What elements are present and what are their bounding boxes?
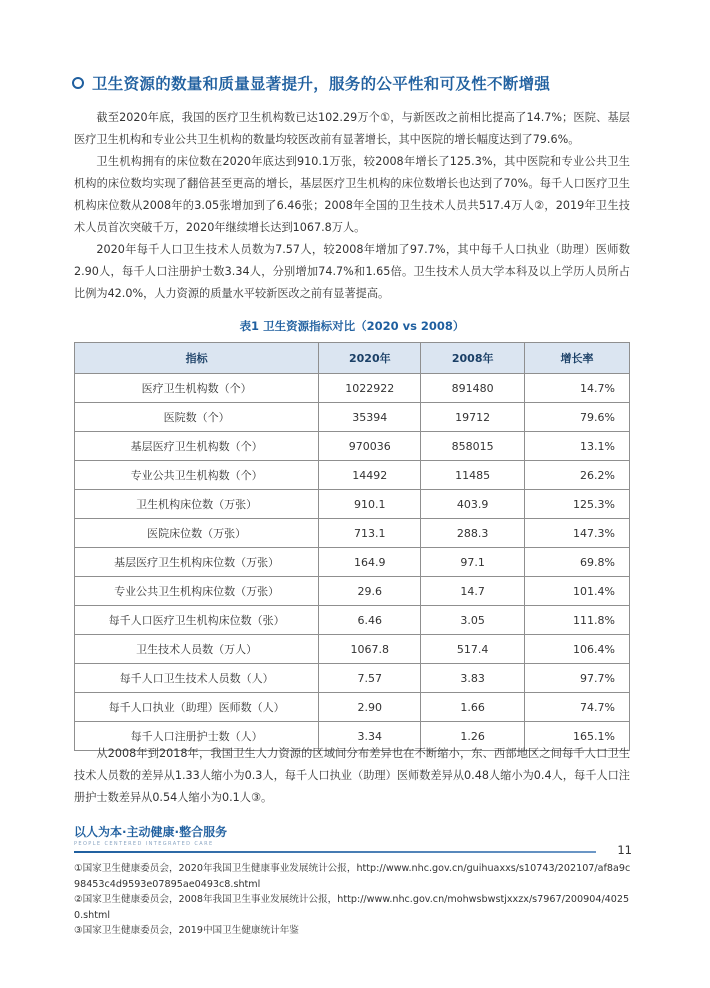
indicator-cell: 每千人口医疗卫生机构床位数（张）: [75, 606, 319, 635]
value-2008-cell: 97.1: [421, 548, 525, 577]
value-2020-cell: 910.1: [319, 490, 421, 519]
value-2008-cell: 1.66: [421, 693, 525, 722]
paragraph: 从2008年到2018年，我国卫生人力资源的区域间分布差异也在不断缩小，东、西部地区之间每千人口卫生技术人员数的差异从1.33人缩小为0.3人，每千人口执业（助理）医师数差异从0.48人缩小为0.4人，每千人口注册护士数差异从0.54人缩小为0.1人③。: [74, 747, 630, 804]
value-2008-cell: 14.7: [421, 577, 525, 606]
table-row: [75, 577, 630, 606]
indicator-cell: 基层医疗卫生机构数（个）: [75, 432, 319, 461]
indicator-cell: 专业公共卫生机构数（个）: [75, 461, 319, 490]
value-2008-cell: 1.26: [421, 722, 525, 751]
indicator-cell: 每千人口执业（助理）医师数（人）: [75, 693, 319, 722]
value-2008-cell: 517.4: [421, 635, 525, 664]
section-heading-text: 卫生资源的数量和质量显著提升，服务的公平性和可及性不断增强: [92, 75, 551, 93]
indicator-cell: 每千人口卫生技术人员数（人）: [75, 664, 319, 693]
footer-slogan: [74, 823, 374, 847]
table-row: [75, 461, 630, 490]
header-indicator: 指标: [75, 343, 319, 374]
value-2008-cell: 288.3: [421, 519, 525, 548]
indicator-cell: 基层医疗卫生机构床位数（万张）: [75, 548, 319, 577]
table-row: [75, 693, 630, 722]
growth-cell: 14.7%: [525, 374, 630, 403]
growth-cell: 13.1%: [525, 432, 630, 461]
value-2008-cell: 11485: [421, 461, 525, 490]
circle-bullet-icon: [72, 77, 84, 89]
intro-paragraphs: [74, 107, 630, 305]
table-row: [75, 432, 630, 461]
table-row: [75, 664, 630, 693]
header-2008: 2008年: [421, 343, 525, 374]
growth-cell: 125.3%: [525, 490, 630, 519]
growth-cell: 74.7%: [525, 693, 630, 722]
slogan-english: PEOPLE CENTERED INTEGRATED CARE: [74, 841, 214, 847]
value-2008-cell: 858015: [421, 432, 525, 461]
indicator-cell: 医疗卫生机构数（个）: [75, 374, 319, 403]
footnotes: [74, 861, 634, 939]
table-row: [75, 548, 630, 577]
value-2020-cell: 1067.8: [319, 635, 421, 664]
value-2008-cell: 3.83: [421, 664, 525, 693]
value-2008-cell: 891480: [421, 374, 525, 403]
value-2020-cell: 3.34: [319, 722, 421, 751]
table-row: [75, 519, 630, 548]
footer-divider: [74, 851, 596, 853]
paragraph: 截至2020年底，我国的医疗卫生机构数已达102.29万个①，与新医改之前相比提高了14.7%；医院、基层医疗卫生机构和专业公共卫生机构的数量均较医改前有显著增长，其中医院的增长幅度达到了79.6%。: [74, 111, 630, 146]
header-2020: 2020年: [319, 343, 421, 374]
value-2020-cell: 164.9: [319, 548, 421, 577]
growth-cell: 69.8%: [525, 548, 630, 577]
value-2008-cell: 403.9: [421, 490, 525, 519]
indicator-cell: 卫生机构床位数（万张）: [75, 490, 319, 519]
footnote: ②国家卫生健康委员会，2008年我国卫生事业发展统计公报，http://www.nhc.gov.cn/mohwsbwstjxxzx/s7967/200904/40250.shtml: [74, 894, 630, 921]
indicator-cell: 卫生技术人员数（万人）: [75, 635, 319, 664]
table-header-row: [75, 343, 630, 374]
indicator-cell: 医院数（个）: [75, 403, 319, 432]
section-heading: [72, 68, 642, 98]
post-table-paragraph-block: [74, 743, 630, 809]
growth-cell: 111.8%: [525, 606, 630, 635]
growth-cell: 165.1%: [525, 722, 630, 751]
value-2020-cell: 2.90: [319, 693, 421, 722]
footnote: ①国家卫生健康委员会，2020年我国卫生健康事业发展统计公报，http://www.nhc.gov.cn/guihuaxxs/s10743/202107/af8a9c98453c4d9593e07895ae0493c8.shtml: [74, 863, 631, 890]
footnote: ③国家卫生健康委员会，2019中国卫生健康统计年鉴: [74, 925, 299, 936]
growth-cell: 97.7%: [525, 664, 630, 693]
value-2020-cell: 7.57: [319, 664, 421, 693]
indicator-cell: 专业公共卫生机构床位数（万张）: [75, 577, 319, 606]
header-growth: 增长率: [525, 343, 630, 374]
table-caption: 表1 卫生资源指标对比（2020 vs 2008）: [239, 319, 465, 333]
value-2020-cell: 713.1: [319, 519, 421, 548]
value-2020-cell: 29.6: [319, 577, 421, 606]
growth-cell: 101.4%: [525, 577, 630, 606]
table-row: [75, 490, 630, 519]
table-row: [75, 606, 630, 635]
value-2020-cell: 970036: [319, 432, 421, 461]
value-2020-cell: 14492: [319, 461, 421, 490]
table-row: [75, 635, 630, 664]
indicator-cell: 每千人口注册护士数（人）: [75, 722, 319, 751]
growth-cell: 147.3%: [525, 519, 630, 548]
value-2020-cell: 35394: [319, 403, 421, 432]
growth-cell: 106.4%: [525, 635, 630, 664]
value-2020-cell: 1022922: [319, 374, 421, 403]
table-row: [75, 374, 630, 403]
value-2020-cell: 6.46: [319, 606, 421, 635]
growth-cell: 26.2%: [525, 461, 630, 490]
paragraph: 卫生机构拥有的床位数在2020年底达到910.1万张，较2008年增长了125.3%，其中医院和专业公共卫生机构的床位数均实现了翻倍甚至更高的增长，基层医疗卫生机构的床位数增长也达到了70%。每千人口医疗卫生机构床位数从2008年的3.05张增加到了6.46张；2008年全国的卫生技术人员共517.4万人②，2019年卫生技术人员首次突破千万，2020年继续增长达到1067.8万人。: [74, 155, 630, 234]
indicator-cell: 医院床位数（万张）: [75, 519, 319, 548]
paragraph: 2020年每千人口卫生技术人员数为7.57人，较2008年增加了97.7%，其中每千人口执业（助理）医师数2.90人，每千人口注册护士数3.34人，分别增加74.7%和1.65倍。卫生技术人员大学本科及以上学历人员所占比例为42.0%，人力资源的质量水平较新医改之前有显著提高。: [74, 243, 630, 300]
table-row: [75, 403, 630, 432]
page-number: 11: [617, 843, 632, 857]
slogan-text: 以人为本·主动健康·整合服务: [74, 825, 228, 839]
value-2008-cell: 19712: [421, 403, 525, 432]
growth-cell: 79.6%: [525, 403, 630, 432]
value-2008-cell: 3.05: [421, 606, 525, 635]
resource-comparison-table: [74, 342, 630, 751]
